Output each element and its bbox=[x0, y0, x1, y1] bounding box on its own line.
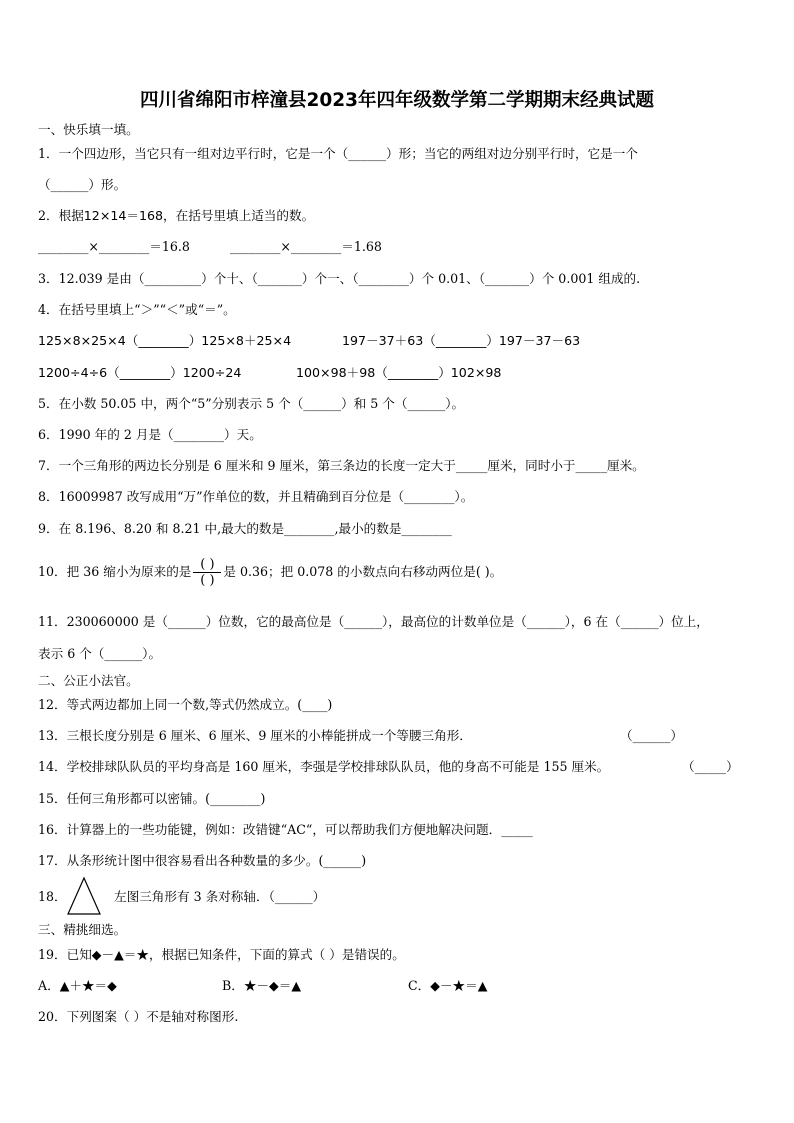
question-19: 19．已知◆－▲＝★，根据已知条件，下面的算式（ ）是错误的。 bbox=[38, 947, 405, 962]
section-2-heading: 二、公正小法官。 bbox=[38, 673, 139, 688]
question-5: 5．在小数 50.05 中，两个“5”分别表示 5 个（______）和 5 个（______）。 bbox=[38, 396, 465, 411]
question-4-row-2b: 100×98＋98（________）102×98 bbox=[296, 365, 502, 380]
question-12: 12．等式两边都加上同一个数,等式仍然成立。(____) bbox=[38, 697, 333, 712]
question-2-suffix: ，在括号里填上适当的数。 bbox=[163, 208, 315, 223]
question-19-option-c: C．◆－★＝▲ bbox=[408, 978, 488, 993]
fraction-denominator: ( ) bbox=[200, 573, 215, 588]
question-8: 8．16009987 改写成用“万”作单位的数，并且精确到百分位是（________）。 bbox=[38, 489, 474, 504]
question-10-prefix: 10．把 36 缩小为原来的是 bbox=[38, 564, 192, 579]
question-7: 7．一个三角形的两边长分别是 6 厘米和 9 厘米，第三条边的长度一定大于_____厘米，同时小于_____厘米。 bbox=[38, 458, 645, 473]
section-3-heading: 三、精挑细选。 bbox=[38, 922, 127, 937]
question-11-line-2: 表示 6 个（______）。 bbox=[38, 646, 162, 661]
question-6: 6．1990 年的 2 月是（________）天。 bbox=[38, 427, 262, 442]
question-13-blank: （______） bbox=[620, 728, 683, 743]
question-15: 15．任何三角形都可以密铺。(________) bbox=[38, 791, 266, 806]
question-11-line-1: 11．230060000 是（______）位数，它的最高位是（______），最高位的计数单位是（______），6 在（______）位上， bbox=[38, 614, 709, 629]
question-17: 17．从条形统计图中很容易看出各种数量的多少。(______) bbox=[38, 853, 367, 868]
question-2-equation: 12×14＝168 bbox=[83, 208, 164, 223]
question-4-row-1a: 125×8×25×4（________）125×8＋25×4 bbox=[38, 333, 292, 348]
question-18-number: 18． bbox=[38, 889, 67, 904]
question-3: 3．12.039 是由（_________）个十、（_______）个一、（________）个 0.01、（_______）个 0.001 组成的. bbox=[38, 271, 641, 286]
triangle-figure bbox=[66, 876, 102, 916]
question-19-option-b: B．★－◆＝▲ bbox=[222, 978, 301, 993]
question-9: 9．在 8.196、8.20 和 8.21 中,最大的数是________,最小的数是________ bbox=[38, 521, 452, 536]
question-1-line-1: 1．一个四边形，当它只有一组对边平行时，它是一个（______）形；当它的两组对边分别平行时，它是一个 bbox=[38, 146, 638, 161]
section-1-heading: 一、快乐填一填。 bbox=[38, 122, 139, 137]
question-2 bbox=[38, 207, 314, 225]
question-20: 20．下列图案（ ）不是轴对称图形. bbox=[38, 1009, 239, 1024]
question-4-row-1b: 197－37＋63（________）197－37－63 bbox=[342, 333, 581, 348]
page-title: 四川省绵阳市梓潼县2023年四年级数学第二学期期末经典试题 bbox=[140, 90, 654, 111]
question-10 bbox=[38, 552, 502, 592]
question-4: 4．在括号里填上“＞”“＜”或“＝”。 bbox=[38, 302, 236, 317]
question-10-fraction bbox=[193, 557, 221, 588]
question-16: 16．计算器上的一些功能键，例如：改错键“AC“，可以帮助我们方便地解决问题．_____ bbox=[38, 822, 533, 837]
question-2-blanks: ________×________＝16.8 ________×________＝1.68 bbox=[38, 239, 382, 254]
question-14-blank: （_____） bbox=[682, 759, 739, 774]
triangle-shape bbox=[68, 878, 100, 914]
question-14: 14．学校排球队队员的平均身高是 160 厘米，李强是学校排球队队员，他的身高不可能是 155 厘米。 bbox=[38, 759, 610, 774]
question-1-line-2: （______）形。 bbox=[38, 177, 127, 192]
question-18-text: 左图三角形有 3 条对称轴．（______） bbox=[114, 889, 326, 904]
question-13: 13．三根长度分别是 6 厘米、6 厘米、9 厘米的小棒能拼成一个等腰三角形． bbox=[38, 728, 472, 743]
question-19-option-a: A．▲＋★＝◆ bbox=[38, 978, 117, 993]
question-4-row-2a: 1200÷4÷6（________）1200÷24 bbox=[38, 365, 242, 380]
question-2-prefix: 2．根据 bbox=[38, 208, 84, 223]
question-10-suffix: 是 0.36；把 0.078 的小数点向右移动两位是( )。 bbox=[223, 564, 503, 579]
fraction-numerator: ( ) bbox=[200, 557, 215, 572]
